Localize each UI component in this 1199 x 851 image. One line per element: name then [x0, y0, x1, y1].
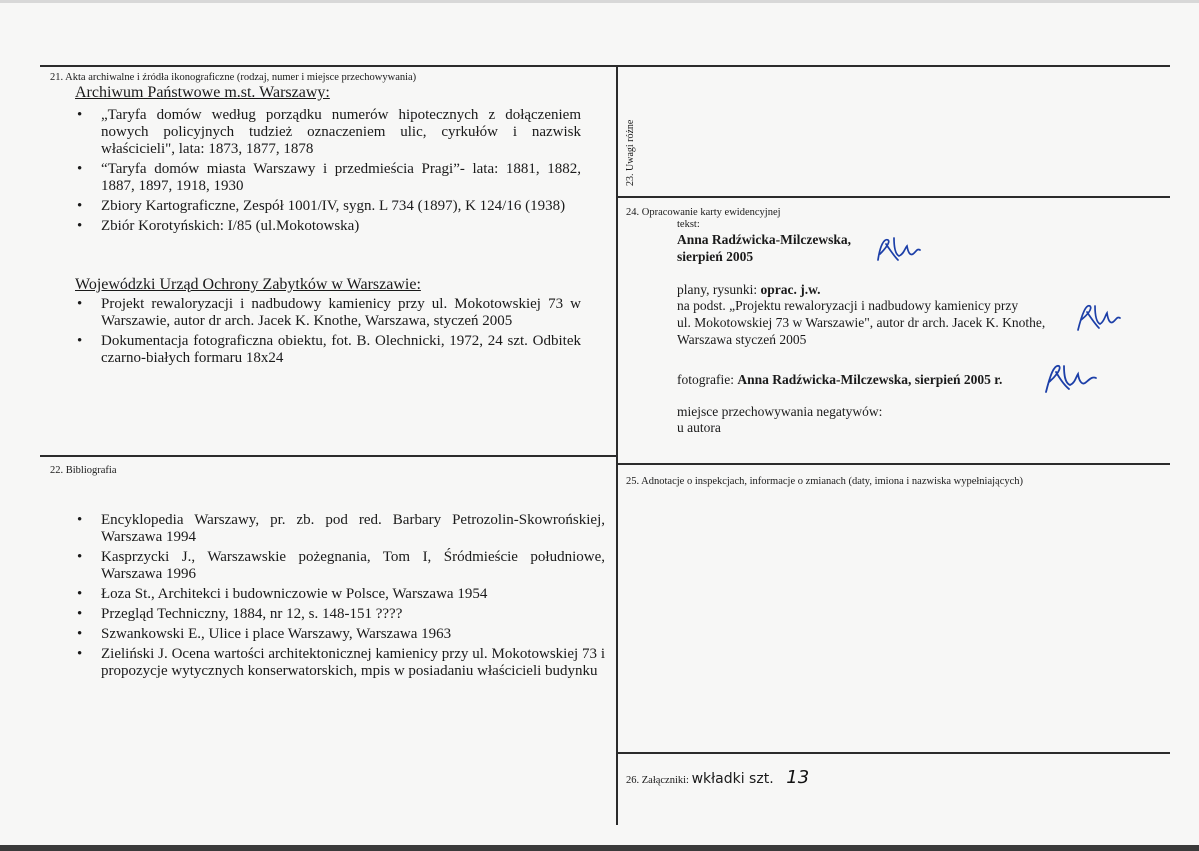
list-item: • Encyklopedia Warszawy, pr. zb. pod red. Barbary Petrozolin-Skowrońskiej, Warszawa 1994	[77, 512, 605, 545]
plany-line: plany, rysunki: oprac. j.w.	[677, 282, 821, 297]
list-item: • Zbiór Korotyńskich: I/85 (ul.Mokotowska)	[77, 218, 360, 234]
scan-bottom-band	[0, 845, 1199, 851]
middle-rule-right	[617, 463, 1170, 465]
list-item: • Dokumentacja fotograficzna obiektu, fot. B. Olechnicki, 1972, 24 szt. Odbitek czarno-białych formaru 18x24	[77, 333, 581, 366]
negatives-value: u autora	[677, 420, 721, 435]
basis-line-2: ul. Mokotowskiej 73 w Warszawie", autor dr arch. Jacek K. Knothe,	[677, 315, 1046, 330]
list-item: • „Taryfa domów według porządku numerów hipotecznych z dołączeniem nowych policyjnych tudzież oznaczeniem ulic, cyrkułów i nazwisk właścicieli", lata: 1873, 1877, 1878	[77, 107, 581, 157]
list-item: • “Taryfa domów miasta Warszawy i przedmieścia Pragi”- lata: 1881, 1882, 1887, 1897, 1918, 1930	[77, 161, 581, 194]
negatives-label: miejsce przechowywania negatywów:	[677, 404, 883, 419]
bullet-icon: •	[77, 646, 83, 662]
list-item: • Kasprzycki J., Warszawskie pożegnania, Tom I, Śródmieście południowe, Warszawa 1996	[77, 549, 605, 582]
bullet-icon: •	[77, 512, 83, 528]
top-rule-right	[617, 65, 1170, 67]
signature-1	[872, 234, 924, 268]
section-24-label: 24. Opracowanie karty ewidencyjnej	[626, 207, 781, 218]
archive-wuoz-list	[75, 296, 581, 370]
rule-23-24	[617, 196, 1170, 198]
bullet-icon: •	[77, 626, 83, 642]
section-25-label: 25. Adnotacje o inspekcjach, informacje o zmianach (daty, imiona i nazwiska wypełniających)	[626, 476, 1024, 487]
bullet-icon: •	[77, 218, 83, 234]
bibliography-list	[75, 512, 605, 683]
bullet-icon: •	[77, 107, 83, 123]
bullet-icon: •	[77, 606, 83, 622]
list-item: • Łoza St., Architekci i budowniczowie w Polsce, Warszawa 1954	[77, 586, 488, 602]
basis-line-1: na podst. „Projektu rewaloryzacji i nadbudowy kamienicy przy	[677, 298, 1019, 313]
rule-25-26	[617, 752, 1170, 754]
list-item: • Przegląd Techniczny, 1884, nr 12, s. 148-151 ????	[77, 606, 403, 622]
signature-2	[1074, 300, 1122, 334]
scan-edge	[0, 0, 1199, 3]
attachment-count: 13	[786, 767, 810, 788]
archive-apw-heading: Archiwum Państwowe m.st. Warszawy:	[75, 84, 330, 101]
bullet-icon: •	[77, 161, 83, 177]
author-date: sierpień 2005	[677, 249, 754, 264]
list-item: • Zieliński J. Ocena wartości architektonicznej kamienicy przy ul. Mokotowskiej 73 i propozycje wytycznych konserwatorskich, mpis w posiadaniu właścicieli budynku	[77, 646, 605, 679]
top-rule-left	[40, 65, 617, 67]
middle-rule-left	[40, 455, 617, 457]
bullet-icon: •	[77, 198, 83, 214]
bullet-icon: •	[77, 296, 83, 312]
bullet-icon: •	[77, 549, 83, 565]
section-22-label: 22. Bibliografia	[50, 465, 117, 476]
list-item: • Zbiory Kartograficzne, Zespół 1001/IV, sygn. L 734 (1897), K 124/16 (1938)	[77, 198, 566, 214]
archive-apw-list	[75, 107, 581, 238]
bullet-icon: •	[77, 586, 83, 602]
basis-line-3: Warszawa styczeń 2005	[677, 332, 807, 347]
bullet-icon: •	[77, 333, 83, 349]
section-26-line: 26. Załączniki: wkładki szt. 13	[626, 767, 810, 788]
center-divider	[616, 65, 618, 825]
list-item: • Szwankowski E., Ulice i place Warszawy, Warszawa 1963	[77, 626, 452, 642]
section-21-label: 21. Akta archiwalne i źródła ikonograficzne (rodzaj, numer i miejsce przechowywania)	[50, 72, 417, 83]
section-23-label: 23. Uwagi różne	[625, 119, 636, 186]
tekst-label: tekst:	[677, 219, 700, 230]
signature-3	[1040, 360, 1100, 396]
foto-line: fotografie: Anna Radźwicka-Milczewska, sierpień 2005 r.	[677, 372, 1003, 387]
archive-wuoz-heading: Wojewódzki Urząd Ochrony Zabytków w Warszawie:	[75, 276, 421, 293]
author-name: Anna Radźwicka-Milczewska,	[677, 232, 851, 247]
list-item: • Projekt rewaloryzacji i nadbudowy kamienicy przy ul. Mokotowskiej 73 w Warszawie, autor dr arch. Jacek K. Knothe, Warszawa, styczeń 2005	[77, 296, 581, 329]
